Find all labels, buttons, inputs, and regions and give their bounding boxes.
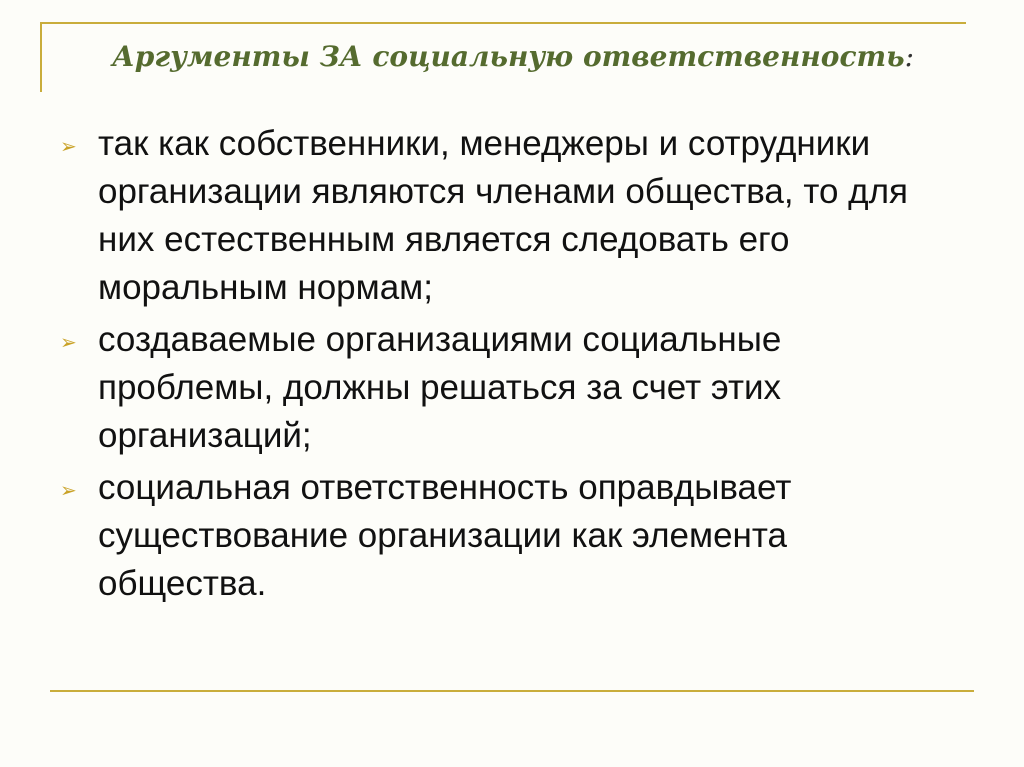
list-item	[60, 464, 960, 608]
slide-title-colon: :	[904, 40, 915, 73]
list-item-text: так как собственники, менеджеры и сотрудники организации являются членами общества, то для них естественным является следовать его моральным нормам;	[98, 124, 908, 307]
top-divider	[40, 22, 966, 24]
list-item-text: создаваемые организациями социальные проблемы, должны решаться за счет этих организаций;	[98, 320, 782, 455]
left-accent-divider	[40, 22, 42, 92]
chevron-right-icon: ➢	[60, 478, 77, 502]
list-item	[60, 120, 960, 312]
chevron-right-icon: ➢	[60, 330, 77, 354]
chevron-right-icon: ➢	[60, 134, 77, 158]
bottom-divider	[50, 690, 974, 692]
slide-title	[112, 40, 914, 73]
list-item-text: социальная ответственность оправдывает существование организации как элемента общества.	[98, 468, 792, 603]
slide-title-text: Аргументы ЗА социальную ответственность	[112, 40, 905, 73]
bullet-list	[60, 120, 960, 612]
list-item	[60, 316, 960, 460]
